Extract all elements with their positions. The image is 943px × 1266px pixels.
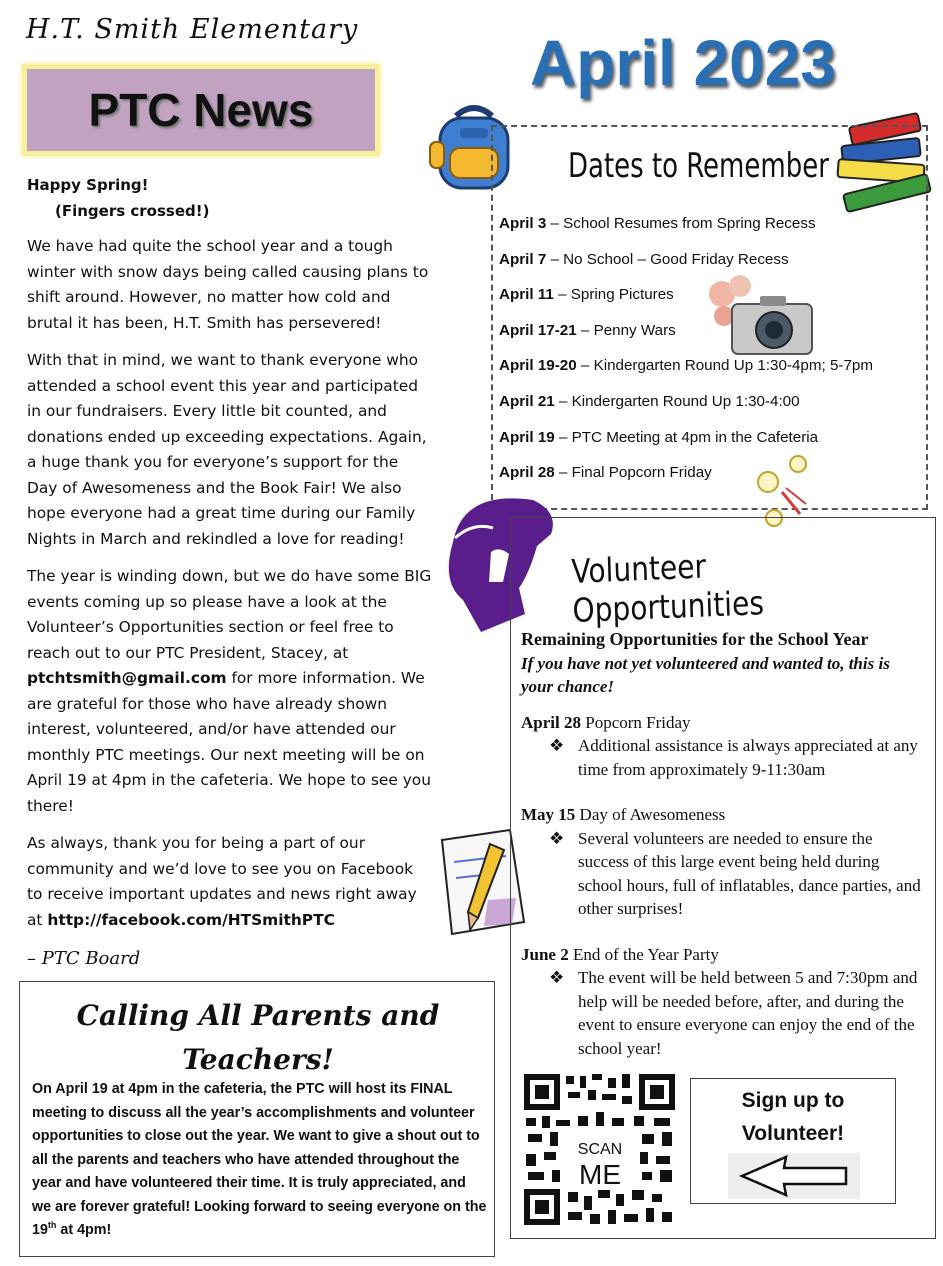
qr-me-label: ME [579, 1159, 621, 1190]
volunteer-content [521, 628, 926, 1060]
date-desc: Spring Pictures [570, 286, 674, 304]
opportunity-item [521, 803, 926, 921]
signup-line-1: Sign up to [741, 1089, 845, 1112]
date-item: April 3 – School Resumes from Spring Recess [499, 215, 816, 232]
opportunity-date: April 28 [521, 712, 581, 732]
date-label: April 19-20 [499, 357, 577, 375]
dates-title: Dates to Remember [568, 146, 829, 186]
qr-scan-label: SCAN [577, 1141, 623, 1158]
date-label: April 7 [499, 250, 547, 268]
opportunity-item [521, 711, 926, 782]
volunteer-heading: Remaining Opportunities for the School Year [521, 629, 869, 649]
facebook-link[interactable]: http://facebook.com/HTSmithPTC [47, 910, 335, 929]
volunteer-subheading: If you have not yet volunteered and wanted to, this is your chance! [521, 653, 890, 696]
date-desc: Penny Wars [593, 321, 676, 339]
calling-body-text: On April 19 at 4pm in the cafeteria, the PTC will host its FINAL meeting to discuss all the year’s accomplishments and volunteer opportunities to close out the year. We want to give a shout out to all the parents and teachers who have attended throughout the year and have volunteered their time. It is truly appreciated, and we are forever grateful! Looking forward to seeing everyone on the 19 [32, 1081, 487, 1238]
bullet-diamond-icon: ❖ [549, 828, 565, 848]
date-item: April 7 – No School – Good Friday Recess [499, 250, 789, 268]
date-item: April 11 – Spring Pictures [499, 286, 674, 304]
opportunity-date: May 15 [521, 805, 576, 824]
opportunity-event: Day of Awesomeness [579, 805, 726, 824]
date-desc: Kindergarten Round Up 1:30-4pm; 5-7pm [593, 357, 874, 375]
greeting-subline: (Fingers crossed!) [55, 201, 210, 220]
paragraph-2: With that in mind, we want to thank everyone who attended a school event this year and participated in our fundraisers. Every little bit counted, and donations ended up exceeding expectations. Again, a huge thank you for everyone’s support for the Day of Awesomeness and the Book Fair! We also hope everyone had a great time during our Family Nights in March and rekindled a love for reading! [27, 351, 427, 548]
paragraph-4 [27, 831, 432, 933]
paragraph-3-text-a: The year is winding down, but we do have some BIG events coming up so please have a look at the Volunteer’s Opportunities section or feel free to reach out to our PTC President, Stacey, at [27, 567, 432, 662]
opportunity-item [521, 943, 926, 1061]
date-label: April 28 [499, 464, 555, 482]
date-desc: PTC Meeting at 4pm in the Cafeteria [571, 428, 819, 446]
signup-text [690, 1084, 896, 1150]
calling-body [32, 1078, 488, 1243]
signup-line-2: Volunteer! [741, 1122, 845, 1145]
calling-body-sup: th [47, 1220, 57, 1231]
date-item: April 21 – Kindergarten Round Up 1:30-4:00 [499, 392, 800, 410]
ptc-news-banner [22, 64, 380, 156]
bullet-diamond-icon: ❖ [549, 736, 565, 755]
date-item: April 17-21 – Penny Wars [499, 321, 676, 339]
date-item: April 28 – Final Popcorn Friday [499, 464, 712, 482]
date-desc: Kindergarten Round Up 1:30-4:00 [571, 392, 800, 410]
date-label: April 19 [499, 428, 555, 446]
calling-title [40, 994, 476, 1082]
date-desc: School Resumes from Spring Recess [563, 215, 816, 232]
opportunity-detail: Several volunteers are needed to ensure the success of this large event being held during school hours, full of inflatables, dance parties, and other surprises! [578, 828, 921, 918]
date-label: April 21 [499, 392, 555, 410]
date-item: April 19-20 – Kindergarten Round Up 1:30-4pm; 5-7pm [499, 357, 874, 375]
signup-arrow [728, 1153, 860, 1199]
opportunity-date: June 2 [521, 944, 569, 964]
date-label: April 11 [499, 286, 554, 304]
newsletter-letter [27, 173, 432, 945]
camera-flowers-icon [702, 272, 818, 358]
opportunity-detail: The event will be held between 5 and 7:30pm and help will be needed before, after, and during the event to ensure everyone can enjoy the end of the school year! [578, 968, 918, 1058]
date-desc: Final Popcorn Friday [571, 464, 712, 482]
paragraph-3 [27, 564, 432, 819]
calling-title-line-1: Calling All Parents and [76, 999, 440, 1032]
calling-body-end: at 4pm! [56, 1222, 112, 1238]
bullet-diamond-icon: ❖ [549, 968, 565, 987]
calling-title-line-2: Teachers! [182, 1043, 334, 1076]
sign-off: – PTC Board [27, 948, 141, 969]
month-title: April 2023 [530, 27, 836, 99]
paragraph-4-text: As always, thank you for being a part of our community and we’d love to see you on Facebook to receive important updates and news right away at [27, 834, 417, 929]
date-label: April 3 [499, 215, 547, 232]
qr-code[interactable] [522, 1072, 677, 1227]
date-desc: No School – Good Friday Recess [563, 250, 789, 268]
arrow-left-icon [728, 1153, 860, 1199]
opportunity-detail: Additional assistance is always appreciated at any time from approximately 9-11:30am [578, 736, 918, 779]
school-name: H.T. Smith Elementary [26, 14, 359, 45]
paragraph-1: We have had quite the school year and a tough winter with snow days being called causing plans to shift around. However, no matter how cold and brutal it has been, H.T. Smith has persevered! [27, 237, 429, 332]
president-email-link[interactable]: ptchtsmith@gmail.com [27, 669, 227, 687]
paragraph-3-text-b: for more information. We are grateful for those who have already shown interest, volunteered, and/or have attended our monthly PTC meetings. Our next meeting will be on April 19 at 4pm in the cafeteria. We hope to see you there! [27, 669, 431, 815]
volunteer-title: Volunteer Opportunities [570, 546, 765, 630]
opportunity-event: Popcorn Friday [585, 712, 691, 732]
opportunity-event: End of the Year Party [572, 944, 719, 964]
banner-title: PTC News [88, 84, 314, 136]
date-label: April 17-21 [499, 321, 577, 339]
date-item: April 19 – PTC Meeting at 4pm in the Cafeteria [499, 428, 819, 446]
greeting: Happy Spring! [27, 176, 149, 194]
